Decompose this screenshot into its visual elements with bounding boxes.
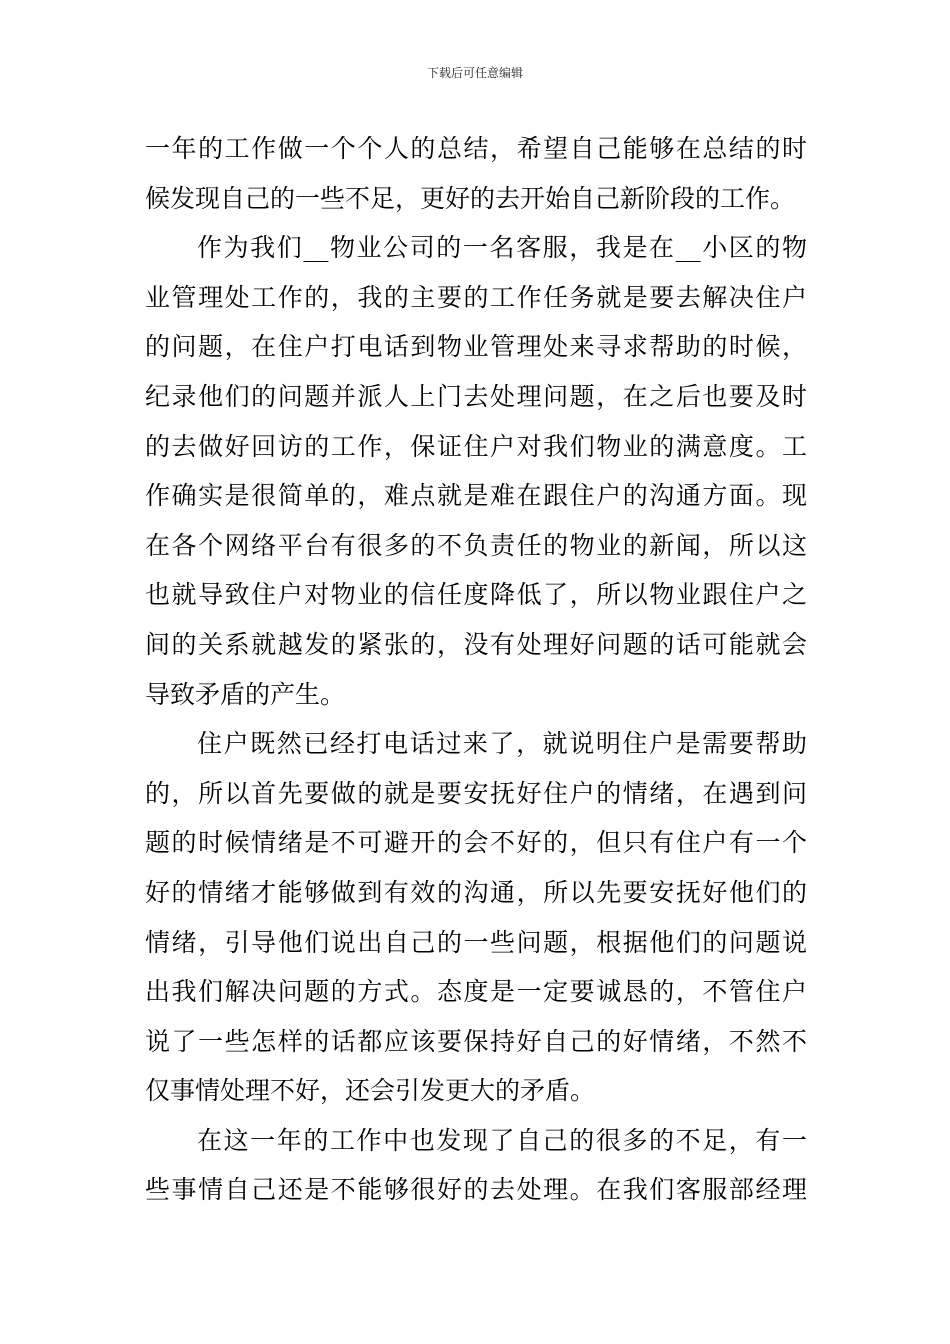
text-line: 作为我们__物业公司的一名客服，我是在__小区的物 xyxy=(197,233,807,263)
text-line: 说了一些怎样的话都应该要保持好自己的好情绪，不然不 xyxy=(145,1026,807,1056)
text-line: 间的关系就越发的紧张的，没有处理好问题的话可能就会 xyxy=(145,629,807,659)
text-line: 作确实是很简单的，难点就是难在跟住户的沟通方面。现 xyxy=(145,481,807,511)
text-line: 情绪，引导他们说出自己的一些问题，根据他们的问题说 xyxy=(145,927,807,957)
text-line: 些事情自己还是不能够很好的去处理。在我们客服部经理 xyxy=(145,1175,807,1205)
text-line: 好的情绪才能够做到有效的沟通，所以先要安抚好他们的 xyxy=(145,877,807,907)
text-line: 业管理处工作的，我的主要的工作任务就是要去解决住户 xyxy=(145,282,807,312)
text-line: 题的时候情绪是不可避开的会不好的，但只有住户有一个 xyxy=(145,828,807,858)
text-line: 在各个网络平台有很多的不负责任的物业的新闻，所以这 xyxy=(145,530,807,560)
text-line: 的问题，在住户打电话到物业管理处来寻求帮助的时候， xyxy=(145,332,807,362)
text-line: 住户既然已经打电话过来了，就说明住户是需要帮助 xyxy=(197,729,807,759)
text-line: 一年的工作做一个个人的总结，希望自己能够在总结的时 xyxy=(145,134,807,163)
text-line: 在这一年的工作中也发现了自己的很多的不足，有一 xyxy=(197,1125,807,1155)
text-line: 仅事情处理不好，还会引发更大的矛盾。 xyxy=(145,1076,596,1106)
text-line: 的去做好回访的工作，保证住户对我们物业的满意度。工 xyxy=(145,431,807,461)
text-line: 纪录他们的问题并派人上门去处理问题，在之后也要及时 xyxy=(145,381,807,411)
page-header-note: 下载后可任意编辑 xyxy=(426,66,523,80)
text-line: 也就导致住户对物业的信任度降低了，所以物业跟住户之 xyxy=(145,580,807,610)
text-line: 出我们解决问题的方式。态度是一定要诚恳的，不管住户 xyxy=(145,977,807,1007)
text-line: 导致矛盾的产生。 xyxy=(145,679,346,709)
text-line: 候发现自己的一些不足，更好的去开始自己新阶段的工作。 xyxy=(145,183,796,213)
text-line: 的，所以首先要做的就是要安抚好住户的情绪，在遇到问 xyxy=(145,778,807,808)
document-body xyxy=(145,124,807,1215)
